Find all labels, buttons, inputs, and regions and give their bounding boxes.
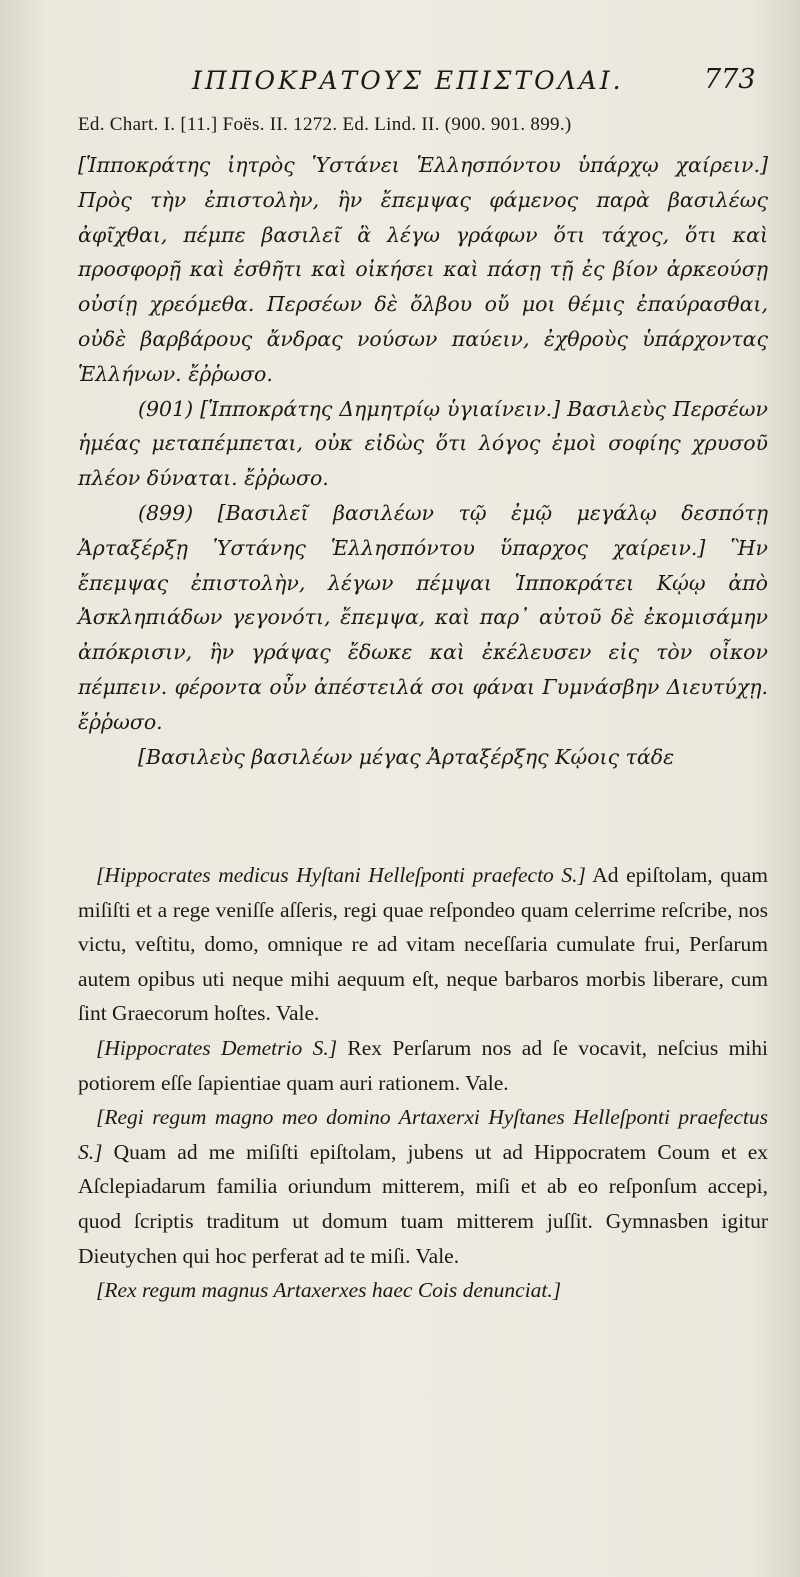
greek-letter-demetrius: (901) [Ἱπποκράτης Δημητρίῳ ὑγιαίνειν.] Βασιλεὺς Περσέων ἡμέας μεταπέμπεται, οὐκ εἰδὼς ὅτι λόγος ἐμοὶ σοφίης χρυσοῦ πλέον δύναται. ἔῤῥωσο.: [78, 396, 768, 491]
latin-letter-body: Ad epiſtolam, quam miſiſti et a rege veniſſe aſſeris, regi quae reſpondeo quam celerrime reſcribe, nos victu, veſtitu, domo, omnique re ad vitam neceſſaria cumulate frui, Perſarum autem opibus uti neque mihi aequum eſt, neque barbaros morbis liberare, cum ſint Graecorum hoſtes. Vale.: [78, 863, 769, 1026]
latin-letter-demetrius: [78, 1031, 768, 1100]
latin-letter-heading: [Regi regum magno meo domino Artaxerxi Hyſtanes Helleſponti praefectus S.]: [78, 1105, 768, 1164]
greek-letter-hystanes: [Ἱπποκράτης ἰητρὸς Ὑστάνει Ἑλλησπόντου ὑπάρχῳ χαίρειν.] Πρὸς τὴν ἐπιστολὴν, ἣν ἔπεμψας φάμενος παρὰ βασιλέως ἀφῖχθαι, πέμπε βασιλεῖ ἃ λέγω γράφων ὅτι τάχος, ὅτι καὶ προσφορῇ καὶ ἐσθῆτι καὶ οἰκήσει καὶ πάσῃ τῇ ἐς βίον ἀρκεούσῃ οὐσίῃ χρεόμεθα. Περσέων δὲ ὄλβου οὔ μοι θέμις ἐπαύρασθαι, οὐδὲ βαρβάρους ἄνδρας νούσων παύειν, ἐχθροὺς ὑπάρχοντας Ἑλλήνων. ἔῤῥωσο.: [78, 153, 768, 386]
edition-references: Ed. Chart. I. [11.] Foës. II. 1272. Ed. Lind. II. (900. 901. 899.): [78, 114, 572, 135]
greek-text-block: [78, 148, 768, 774]
page-header: [0, 62, 800, 110]
greek-letter-coans-opening: [Βασιλεὺς βασιλέων μέγας Ἀρταξέρξης Κῴοις τάδε: [138, 744, 675, 769]
page-number: 773: [704, 64, 756, 95]
latin-letter-heading: [Hippocrates Demetrio S.]: [96, 1035, 338, 1060]
latin-letter-body: Quam ad me miſiſti epiſtolam, jubens ut ad Hippocratem Coum et ex Aſclepiadarum familia oriundum mitterem, miſi et ab eo reſponſum accepi, quod ſcriptis traditum ut domum tuam mitterem juſſit. Gymnasben igitur Dieutychen qui hoc perferat ad te miſi. Vale.: [78, 1139, 768, 1268]
latin-letter-hystanes: [78, 858, 768, 1031]
latin-translation-block: [78, 858, 768, 1308]
latin-letter-coans-opening: [78, 1273, 768, 1308]
greek-letter-artaxerxes: (899) [Βασιλεῖ βασιλέων τῷ ἐμῷ μεγάλῳ δεσπότῃ Ἀρταξέρξῃ Ὑστάνης Ἑλλησπόντου ὕπαρχος χαίρειν.] Ἣν ἔπεμψας ἐπιστολὴν, λέγων πέμψαι Ἱπποκράτει Κῴῳ ἀπὸ Ἀσκληπιάδων γεγονότι, ἔπεμψα, καὶ παρ᾽ αὐτοῦ δὲ ἐκομισάμην ἀπόκρισιν, ἣν γράψας ἔδωκε καὶ ἐκέλευσεν εἰς τὸν οἶκον πέμπειν. φέροντα οὖν ἀπέστειλά σοι φάναι Γυμνάσβην Διευτύχῃ. ἔῤῥωσο.: [78, 500, 768, 734]
latin-letter-body: Rex Perſarum nos ad ſe vocavit, neſcius mihi potiorem eſſe ſapientiae quam auri rationem. Vale.: [78, 1035, 768, 1095]
running-title: ΙΠΠΟΚΡΑΤΟΥΣ ΕΠΙΣΤΟΛΑΙ.: [192, 66, 624, 95]
section-divider: [78, 845, 768, 846]
latin-letter-artaxerxes: [78, 1100, 768, 1273]
latin-letter-heading: [Rex regum magnus Artaxerxes haec Cois denunciat.]: [96, 1278, 562, 1303]
latin-letter-heading: [Hippocrates medicus Hyſtani Helleſponti praefecto S.]: [96, 863, 586, 887]
